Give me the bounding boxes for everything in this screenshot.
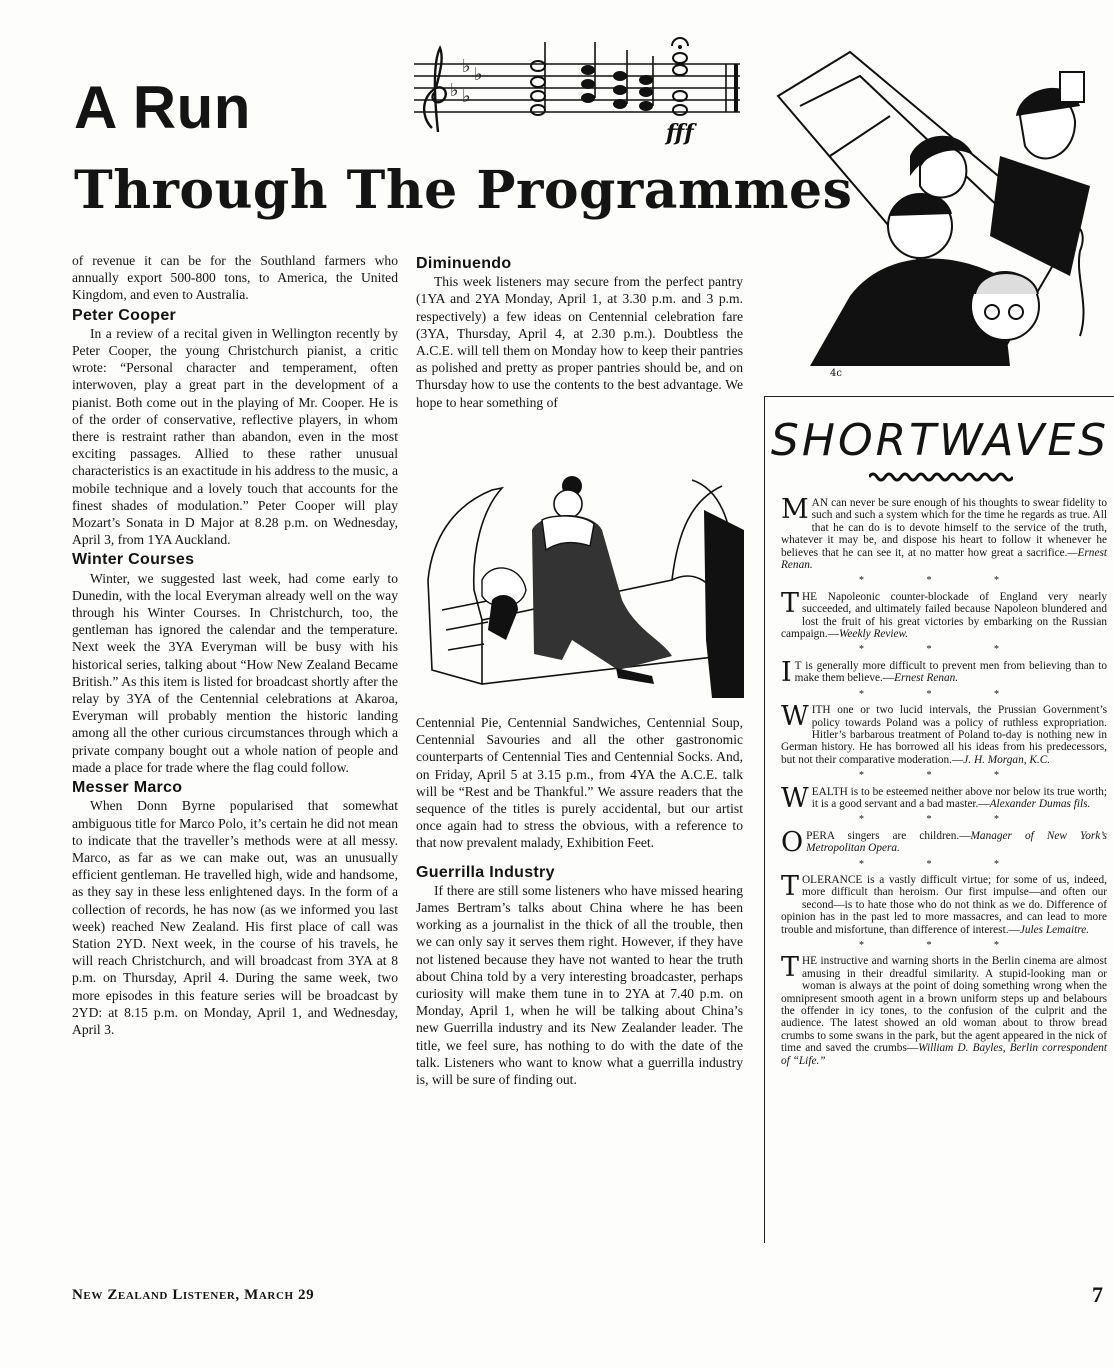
section-text-winter-courses: Winter, we suggested last week, had come early to Dunedin, with the local Everyman already well on the way through his Winter Courses. In Christchurch, too, the gentleman has ignored the calendar and the temperature. Next week the 3YA Everyman will be busy with his historical series, talking about “How New Zealand Became British.” As this item is listed for broadcast shortly after the relay by 3YA of the Centennial celebrations at Akaroa, Everyman will probably mention the historic landing among all the other curious circumstances through which a private company bought out a whole nation of people and made a place for trade where the flag could follow. [72, 570, 398, 775]
artist-signature: 4c [830, 368, 842, 379]
quote-item: I T is generally more difficult to prevent men from believing than to make them believe.—Ernest Renan. [781, 656, 1107, 688]
shortwaves-title: SHORTWAVES [770, 415, 1110, 466]
separator: * * * [859, 814, 1029, 826]
separator: * * * [859, 770, 1029, 782]
section-text-messer-marco: When Donn Byrne popularised that somewhat ambiguous title for Marco Polo, it’s certain he did not mean to indicate that the traveller’s methods were at all messy. Marco, as far as we can make out, was an unusually efficient gentleman. He travelled high, wide and handsome, as they say in these less enlightened days. In the form of a collection of records, he has now (as we informed you last week) reached New Zealand. His first place of call was Station 2YD. Next week, in the course of his travels, he will reach Christchurch, and will broadcast from 3YA at 8 p.m. on Thursday, April 4. During the same week, two more episodes in this feature series will be broadcast by 2YD: at 8.15 p.m. on Monday, April 1, and Wednesday, April 3. [72, 798, 398, 1037]
publication-footer: New Zealand Listener, March 29 [72, 1287, 315, 1303]
svg-text:♭: ♭ [462, 86, 471, 107]
section-text-diminuendo-a: This week listeners may secure from the perfect pantry (1YA and 2YA Monday, April 1, at 3.30 p.m. and 3 p.m. respectively) a few ideas on Centennial celebration fare (3YA, Thursday, April 4, at 2.30 p.m.). Doubtless the A.C.E. will tell them on Monday how to keep their pantries as polished and pretty as proper pantries should be, and on Thursday how to use the contents to the best advantage. We hope to hear something of [416, 274, 743, 410]
quote-item: MAN can never be sure enough of his thoughts to swear fidelity to such and such a system which for the time he regards as true. All that he can do is to devote himself to the service of the truth, whatever it may be, and dispose his heart to follow it whenever he believes that he can see it, at no matter how great a sacrifice.—Ernest Renan. [781, 494, 1107, 572]
quote-item: THE Napoleonic counter-blockade of England very nearly succeeded, and ultimately failed because Napoleon blundered and lost the fruit of his great victories by embarking on the Russian campaign.—Weekly Review. [781, 587, 1107, 641]
shortwaves-quotes [781, 494, 1107, 1067]
svg-text:♭: ♭ [462, 56, 471, 77]
section-heading-messer-marco: Messer Marco [72, 779, 183, 797]
headline-line-2: Through The Programmes [74, 160, 853, 221]
section-heading-winter-courses: Winter Courses [72, 551, 195, 569]
quote-item: WEALTH is to be esteemed neither above nor below its true worth; it is a good servant and a bad master.—Alexander Dumas fils. [781, 782, 1107, 814]
separator: * * * [859, 575, 1029, 587]
quote-item: THE instructive and warning shorts in the Berlin cinema are almost amusing in their dreadful similarity. A stupid-looking man or woman is always at the point of doing something wrong when the omnipresent smooth agent in a brown uniform steps up and belabours the offender in icy tones, to the confusion of the culprit and the audience. The latest showed an old woman about to throw bread crumbs to some swans in the park, but the agent appeared in the nick of time and saved the crumbs—William D. Bayles, Berlin correspondent of “Life.” [781, 952, 1107, 1067]
section-text-peter-cooper: In a review of a recital given in Wellington recently by Peter Cooper, the young Christchurch pianist, a critic wrote: “Personal character and temperament, often interwoven, play a great part in the development of a pianist. Both come out in the playing of Mr. Cooper. He is of the order of conservative, reflective players, in whom there is restraint rather than abandon, even in the most exciting passages. Allied to these rather unusual characteristics is an exactitude in his address to the music, a mobile technique and a lovely touch that accounts for the finest shades of modulation.” Peter Cooper will play Mozart’s Sonata in D Major at 8.28 p.m. on Wednesday, April 3, from 1YA Auckland. [72, 325, 398, 548]
shortwaves-box [764, 396, 1114, 1243]
section-heading-peter-cooper: Peter Cooper [72, 306, 177, 324]
music-notation-illustration [410, 36, 750, 148]
intro-paragraph: of revenue it can be for the Southland farmers who annually export 500-800 tons, to America, the United Kingdom, and even to Australia. [72, 253, 398, 303]
caricature-illustration [770, 36, 1110, 388]
dynamic-marking: fff [666, 120, 694, 146]
wavy-rule [869, 471, 1013, 483]
illustration-signature: 3 [712, 681, 718, 691]
section-text-guerrilla-industry: If there are still some listeners who have missed hearing James Bertram’s talks about China where he has been working as a journalist in the thick of all the trouble, then we can only say it serves them right. However, if they have not listened because they have not wanted to hear the truth about China told by a very interesting broadcaster, perhaps curiosity will make them tune in to 2YA at 7.40 p.m. on Monday, April 1, when he will be talking about China’s new Guerrilla industry and its New Zealander leader. The title, we feel sure, has nothing to do with the date of the talk. Listeners who want to know what a guerrilla industry is, will be sure of finding out. [416, 882, 743, 1088]
column-2-top [416, 252, 743, 411]
quote-item: TOLERANCE is a vastly difficult virtue; for some of us, indeed, more difficult than heroism. Our first impulse—and often our second—is to hate those who do not think as we do. Difference of opinion has in the past led to more massacres, and can lead to more trouble and misfortune, than difference of interest.—Jules Lemaitre. [781, 870, 1107, 936]
section-text-diminuendo-b: Centennial Pie, Centennial Sandwiches, Centennial Soup, Centennial Savouries and all the other gastronomic counterparts of Centennial Ties and Centennial Socks. And, on Friday, April 5 at 3.15 p.m., from 4YA the A.C.E. talk will be “Rest and be Thankful.” We assure readers that the sequence of the titles is purely accidental, but our artist once again had to stress the obvious, with a reference to that now prevalent malady, Exhibition Feet. [416, 715, 743, 851]
separator: * * * [859, 940, 1029, 951]
quote-item: OPERA singers are children.—Manager of New York’s Metropolitan Opera. [781, 826, 1107, 858]
column-2-bottom [416, 714, 743, 1088]
svg-text:♭: ♭ [474, 64, 483, 85]
page-number: 7 [1092, 1282, 1103, 1307]
headline-line-1: A Run [74, 74, 251, 141]
section-heading-guerrilla-industry: Guerrilla Industry [416, 863, 555, 881]
separator: * * * [859, 688, 1029, 700]
quote-item: WITH one or two lucid intervals, the Prussian Government’s policy towards Poland was a policy of ruthless expropriation. Hitler’s barbarous treatment of Poland to-day is nothing new in German history. He has borrowed all his ideas from his predecessors, but not their comparative moderation.—J. H. Morgan, K.C. [781, 701, 1107, 766]
separator: * * * [859, 858, 1029, 870]
svg-text:♭: ♭ [450, 80, 459, 101]
separator: * * * [859, 644, 1029, 656]
section-heading-diminuendo: Diminuendo [416, 255, 512, 272]
column-1 [72, 252, 398, 1038]
woman-on-sofa-illustration [422, 470, 744, 698]
